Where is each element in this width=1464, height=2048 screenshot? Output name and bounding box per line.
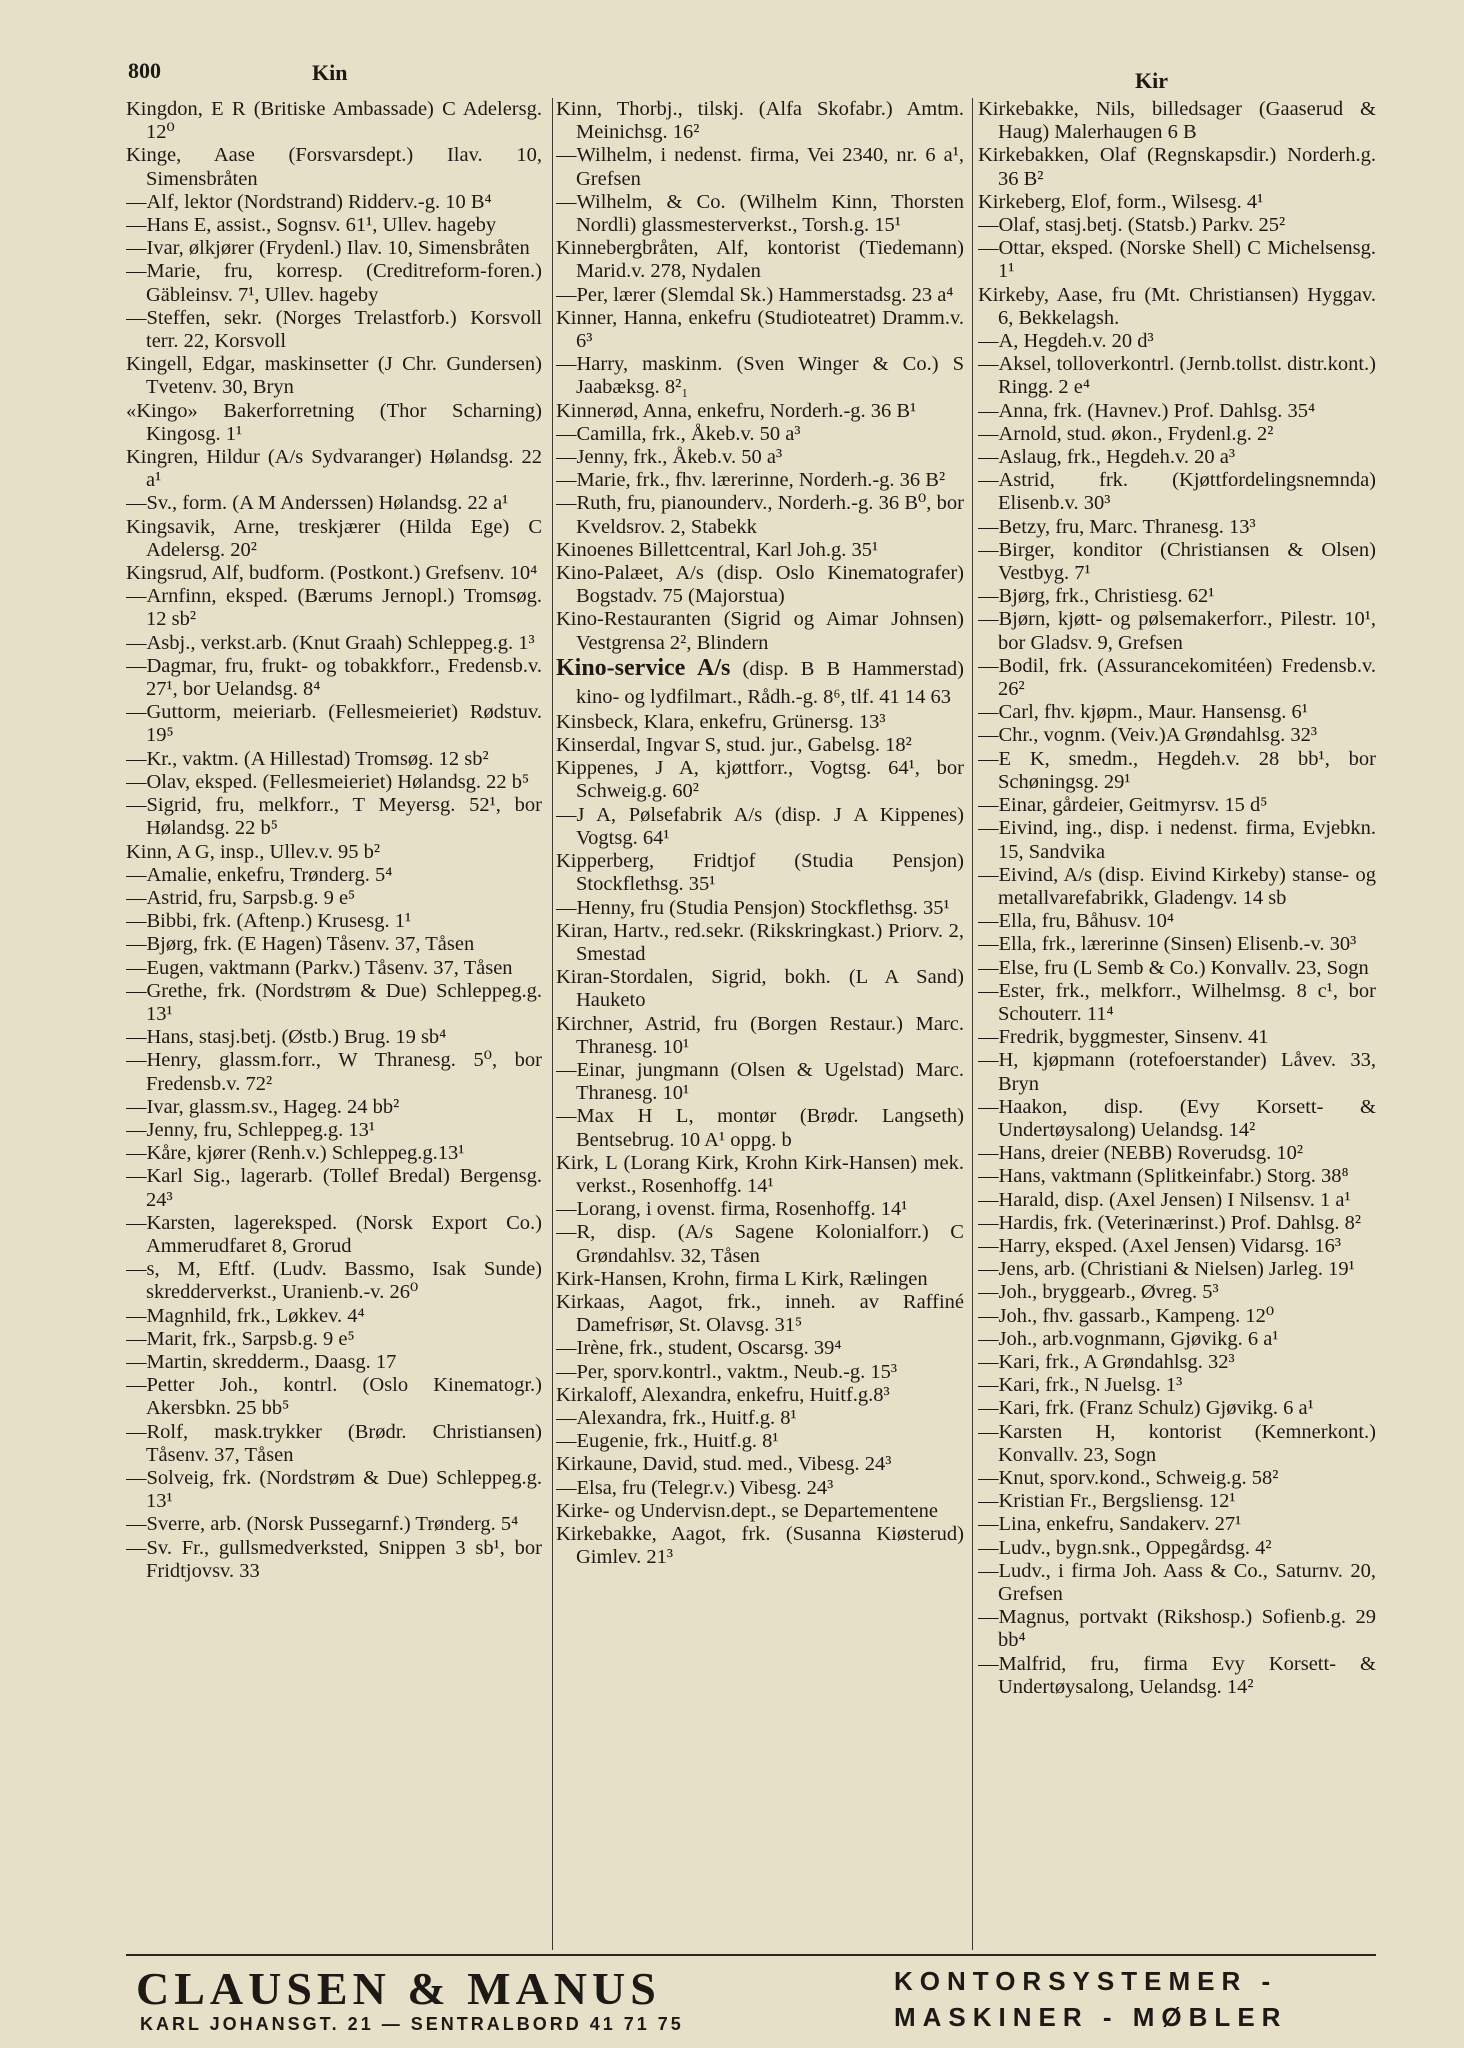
directory-entry: —Ella, frk., lærerinne (Sinsen) Elisenb.-v. 30³ [978, 933, 1357, 956]
directory-entry: —Olav, eksped. (Fellesmeieriet) Hølandsg. 22 b⁵ [126, 770, 530, 793]
directory-entry: —Ester, frk., melkforr., Wilhelmsg. 8 c¹, bor Schouterr. 11⁴ [978, 979, 1376, 1025]
directory-entry: Kinserdal, Ingvar S, stud. jur., Gabelsg. 18² [556, 734, 912, 757]
directory-entry: —E K, smedm., Hegdeh.v. 28 bb¹, bor Schøningsg. 29¹ [978, 747, 1376, 793]
directory-entry: —Sigrid, fru, melkforr., T Meyersg. 52¹, bor Hølandsg. 22 b⁵ [126, 794, 542, 840]
directory-entry: —Kari, frk., A Grøndahlsg. 32³ [978, 1350, 1235, 1373]
entry-details: (disp. B B Hammerstad) kino- og lydfilmart., Rådh.-g. 8⁶, tlf. 41 14 63 [576, 657, 964, 708]
directory-entry: Kingell, Edgar, maskinsetter (J Chr. Gundersen) Tvetenv. 30, Bryn [126, 353, 542, 399]
directory-entry: —s, M, Eftf. (Ludv. Bassmo, Isak Sunde) skredderverkst., Uranienb.-v. 26⁰ [126, 1258, 542, 1304]
directory-entry: —Harald, disp. (Axel Jensen) I Nilsensv. 1 a¹ [978, 1188, 1351, 1211]
directory-entry: —Joh., bryggearb., Øvreg. 5³ [978, 1281, 1219, 1304]
directory-entry: —Karl Sig., lagerarb. (Tollef Bredal) Bergensg. 24³ [126, 1165, 542, 1211]
directory-entry: —Dagmar, fru, frukt- og tobakkforr., Fredensb.v. 27¹, bor Uelandsg. 8⁴ [126, 654, 542, 701]
directory-entry: —Lina, enkefru, Sandakerv. 27¹ [978, 1513, 1242, 1536]
directory-entry: —Hans, dreier (NEBB) Roverudsg. 10² [978, 1142, 1303, 1165]
directory-entry: Kirk, L (Lorang Kirk, Krohn Kirk-Hansen) mek. verkst., Rosenhoffg. 14¹ [556, 1151, 964, 1197]
directory-entry: Kinnerød, Anna, enkefru, Norderh.-g. 36 B¹ [556, 399, 917, 422]
page-number: 800 [128, 58, 161, 83]
directory-entry: —Hardis, frk. (Veterinærinst.) Prof. Dahlsg. 8² [978, 1211, 1362, 1234]
directory-entry: —Ludv., i firma Joh. Aass & Co., Saturnv. 20, Grefsen [978, 1559, 1376, 1605]
directory-entry: —Karsten H, kontorist (Kemnerkont.) Konvallv. 23, Sogn [978, 1420, 1376, 1466]
directory-entry: —Birger, konditor (Christiansen & Olsen) Vestbyg. 7¹ [978, 538, 1376, 585]
directory-entry: —Elsa, fru (Telegr.v.) Vibesg. 24³ [556, 1476, 834, 1499]
directory-entry: Kingsrud, Alf, budform. (Postkont.) Grefsenv. 10⁴ [126, 562, 538, 585]
directory-entry: —Karsten, lagereksped. (Norsk Export Co.) Ammerudfaret 8, Grorud [126, 1211, 542, 1257]
directory-entry: Kirkeby, Aase, fru (Mt. Christiansen) Hyggav. 6, Bekkelagsh. [978, 283, 1376, 329]
directory-entry: Kingsavik, Arne, treskjærer (Hilda Ege) C Adelersg. 20² [126, 515, 542, 561]
directory-entry: —Chr., vognm. (Veiv.)A Grøndahlsg. 32³ [978, 724, 1318, 747]
advert-address: KARL JOHANSGT. 21 — SENTRALBORD 41 71 75 [140, 2014, 684, 2034]
directory-entry: —Hans, vaktmann (Splitkeinfabr.) Storg. 38⁸ [978, 1165, 1349, 1188]
directory-entry: —Ella, fru, Båhusv. 10⁴ [978, 910, 1174, 933]
directory-entry: —Wilhelm, & Co. (Wilhelm Kinn, Thorsten Nordli) glassmesterverkst., Torsh.g. 15¹ [556, 190, 964, 237]
directory-entry: —Sv., form. (A M Anderssen) Hølandsg. 22 a¹ [126, 492, 509, 515]
directory-entry: Kippenes, J A, kjøttforr., Vogtsg. 64¹, bor Schweig.g. 60² [556, 757, 964, 803]
directory-entry: —Astrid, frk. (Kjøttfordelingsnemnda) Elisenb.v. 30³ [978, 469, 1376, 515]
directory-entry: —Jenny, frk., Åkeb.v. 50 a³ [556, 446, 783, 469]
directory-entry: —Eugenie, frk., Huitf.g. 8¹ [556, 1430, 779, 1453]
page-header [0, 52, 1464, 92]
directory-entry: —Ruth, fru, pianounderv., Norderh.-g. 36 B⁰, bor Kveldsrov. 2, Stabekk [556, 492, 964, 538]
directory-entry: —Kari, frk., N Juelsg. 1³ [978, 1374, 1183, 1397]
directory-entry: —Amalie, enkefru, Trønderg. 5⁴ [126, 863, 393, 886]
directory-entry: —Aslaug, frk., Hegdeh.v. 20 a³ [978, 446, 1236, 469]
directory-columns [126, 98, 1376, 1950]
directory-entry: —Sverre, arb. (Norsk Pussegarnf.) Trønderg. 5⁴ [126, 1513, 519, 1536]
directory-entry: —Steffen, sekr. (Norges Trelastforb.) Korsvoll terr. 22, Korsvoll [126, 306, 542, 353]
directory-entry: —Harry, eksped. (Axel Jensen) Vidarsg. 16³ [978, 1234, 1342, 1257]
directory-entry: —Joh., arb.vognmann, Gjøvikg. 6 a¹ [978, 1327, 1279, 1350]
directory-column-1 [126, 98, 542, 1950]
directory-entry: Kinnebergbråten, Alf, kontorist (Tiedemann) Marid.v. 278, Nydalen [556, 237, 964, 283]
directory-entry: —Olaf, stasj.betj. (Statsb.) Parkv. 25² [978, 214, 1286, 237]
directory-entry: Kinge, Aase (Forsvarsdept.) Ilav. 10, Simensbråten [126, 144, 542, 190]
header-keyword-left: Kin [312, 60, 348, 85]
directory-entry: Kirke- og Undervisn.dept., se Departementene [556, 1499, 938, 1522]
directory-entry: —Wilhelm, i nedenst. firma, Vei 2340, nr. 6 a¹, Grefsen [556, 144, 964, 190]
directory-entry: —Alf, lektor (Nordstrand) Ridderv.-g. 10 B⁴ [126, 190, 492, 213]
directory-entry: —Bjørg, frk. (E Hagen) Tåsenv. 37, Tåsen [126, 933, 475, 956]
directory-entry: —Ivar, glassm.sv., Hageg. 24 bb² [126, 1095, 400, 1118]
directory-entry: —Magnhild, frk., Løkkev. 4⁴ [126, 1304, 365, 1327]
footer-divider [126, 1954, 1376, 1956]
directory-entry: —Marie, frk., fhv. lærerinne, Norderh.-g. 36 B² [556, 469, 946, 492]
directory-entry: Kirkaune, David, stud. med., Vibesg. 24³ [556, 1453, 892, 1476]
directory-entry: Kingren, Hildur (A/s Sydvaranger) Hølandsg. 22 a¹ [126, 446, 542, 492]
directory-entry: —Per, sporv.kontrl., vaktm., Neub.-g. 15³ [556, 1360, 898, 1383]
directory-entry: —Carl, fhv. kjøpm., Maur. Hansensg. 6¹ [978, 701, 1308, 724]
directory-entry: Kinn, Thorbj., tilskj. (Alfa Skofabr.) Amtm. Meinichsg. 16² [556, 98, 964, 144]
directory-entry: —R, disp. (A/s Sagene Kolonialforr.) C Grøndahlsv. 32, Tåsen [556, 1221, 964, 1267]
directory-entry [556, 655, 964, 711]
directory-entry: —Martin, skredderm., Daasg. 17 [126, 1350, 397, 1373]
directory-entry: —Jenny, fru, Schleppeg.g. 13¹ [126, 1118, 376, 1141]
directory-entry: Kirkaloff, Alexandra, enkefru, Huitf.g.8³ [556, 1383, 890, 1406]
directory-entry: Kino-Restauranten (Sigrid og Aimar Johnsen) Vestgrensa 2², Blindern [556, 608, 964, 654]
directory-entry: —Haakon, disp. (Evy Korsett- & Undertøysalong) Uelandsg. 14² [978, 1095, 1376, 1141]
directory-entry: —Kåre, kjører (Renh.v.) Schleppeg.g.13¹ [126, 1142, 465, 1165]
advert-company-name: CLAUSEN & MANUS [136, 1963, 661, 2014]
advert-line-2: MASKINER - MØBLER [894, 2002, 1288, 2032]
directory-entry: —Marit, frk., Sarpsb.g. 9 e⁵ [126, 1327, 355, 1350]
directory-entry: —Einar, jungmann (Olsen & Ugelstad) Marc. Thranesg. 10¹ [556, 1058, 964, 1105]
directory-entry: —Arnold, stud. økon., Frydenl.g. 2² [978, 422, 1274, 445]
directory-entry: —Jens, arb. (Christiani & Nielsen) Jarleg. 19¹ [978, 1258, 1355, 1281]
directory-entry: —Max H L, montør (Brødr. Langseth) Bentsebrug. 10 A¹ oppg. b [556, 1105, 964, 1151]
directory-entry: —Lorang, i ovenst. firma, Rosenhoffg. 14¹ [556, 1198, 908, 1221]
directory-column-3 [978, 98, 1376, 1950]
directory-entry: —Per, lærer (Slemdal Sk.) Hammerstadsg. 23 a⁴ [556, 283, 954, 306]
advert-line-1: KONTORSYSTEMER - [894, 1966, 1278, 1996]
directory-entry: Kirkebakke, Aagot, frk. (Susanna Kiøsterud) Gimlev. 21³ [556, 1522, 964, 1569]
entry-name: Kino-service A/s [556, 654, 731, 681]
directory-entry: Kingdon, E R (Britiske Ambassade) C Adelersg. 12⁰ [126, 98, 542, 144]
directory-entry: Kipperberg, Fridtjof (Studia Pensjon) Stockflethsg. 35¹ [556, 850, 964, 896]
directory-entry: —Bodil, frk. (Assurancekomitéen) Fredensb.v. 26² [978, 654, 1376, 701]
directory-entry: —Eivind, A/s (disp. Eivind Kirkeby) stanse- og metallvarefabrikk, Gladengv. 14 sb [978, 863, 1376, 909]
directory-entry: —Arnfinn, eksped. (Bærums Jernopl.) Tromsøg. 12 sb² [126, 585, 542, 631]
directory-entry: Kirchner, Astrid, fru (Borgen Restaur.) Marc. Thranesg. 10¹ [556, 1012, 964, 1058]
directory-entry: —Malfrid, fru, firma Evy Korsett- & Undertøysalong, Uelandsg. 14² [978, 1652, 1376, 1698]
directory-entry: —J A, Pølsefabrik A/s (disp. J A Kippenes) Vogtsg. 64¹ [556, 803, 964, 849]
directory-entry: —Hans, stasj.betj. (Østb.) Brug. 19 sb⁴ [126, 1026, 447, 1049]
directory-entry: —Rolf, mask.trykker (Brødr. Christiansen) Tåsenv. 37, Tåsen [126, 1420, 542, 1466]
directory-entry: —Ivar, ølkjører (Frydenl.) Ilav. 10, Simensbråten [126, 237, 530, 260]
directory-entry: —Henny, fru (Studia Pensjon) Stockflethsg. 35¹ [556, 896, 950, 919]
directory-entry: Kino-Palæet, A/s (disp. Oslo Kinematografer) Bogstadv. 75 (Majorstua) [556, 562, 964, 608]
directory-entry: Kirkebakken, Olaf (Regnskapsdir.) Norderh.g. 36 B² [978, 144, 1376, 190]
directory-entry: —Bibbi, frk. (Aftenp.) Krusesg. 1¹ [126, 910, 412, 933]
directory-entry: —Magnus, portvakt (Rikshosp.) Sofienb.g. 29 bb⁴ [978, 1606, 1376, 1652]
directory-entry: —Harry, maskinm. (Sven Winger & Co.) S Jaabæksg. 8²₁ [556, 353, 964, 399]
directory-entry: Kiran-Stordalen, Sigrid, bokh. (L A Sand) Hauketo [556, 966, 964, 1012]
directory-entry: —Irène, frk., student, Oscarsg. 39⁴ [556, 1337, 842, 1360]
directory-entry: —Asbj., verkst.arb. (Knut Graah) Schleppeg.g. 1³ [126, 631, 535, 654]
directory-entry: —Henry, glassm.forr., W Thranesg. 5⁰, bor Fredensb.v. 72² [126, 1049, 542, 1095]
directory-entry: Kirkaas, Aagot, frk., inneh. av Raffiné Damefrisør, St. Olavsg. 31⁵ [556, 1290, 964, 1337]
directory-entry: Kirkeberg, Elof, form., Wilsesg. 4¹ [978, 190, 1264, 213]
directory-entry: —Ottar, eksped. (Norske Shell) C Michelsensg. 1¹ [978, 237, 1376, 283]
directory-entry: —Fredrik, byggmester, Sinsenv. 41 [978, 1026, 1269, 1049]
directory-entry: —Hans E, assist., Sognsv. 61¹, Ullev. hageby [126, 214, 497, 237]
directory-entry: «Kingo» Bakerforretning (Thor Scharning) Kingosg. 1¹ [126, 399, 542, 445]
directory-entry: —H, kjøpmann (rotefoerstander) Låvev. 33, Bryn [978, 1049, 1376, 1095]
directory-entry: —Kari, frk. (Franz Schulz) Gjøvikg. 6 a¹ [978, 1397, 1314, 1420]
directory-entry: Kinn, A G, insp., Ullev.v. 95 b² [126, 840, 381, 863]
directory-entry: —Camilla, frk., Åkeb.v. 50 a³ [556, 422, 801, 445]
directory-entry: —Sv. Fr., gullsmedverksted, Snippen 3 sb¹, bor Fridtjovsv. 33 [126, 1536, 542, 1582]
header-keyword-right: Kir [1135, 68, 1168, 93]
directory-entry: —Astrid, fru, Sarpsb.g. 9 e⁵ [126, 886, 356, 909]
directory-entry: —Alexandra, frk., Huitf.g. 8¹ [556, 1406, 797, 1429]
directory-entry: —Aksel, tolloverkontrl. (Jernb.tollst. distr.kont.) Ringg. 2 e⁴ [978, 353, 1376, 399]
directory-entry: —Petter Joh., kontrl. (Oslo Kinematogr.) Akersbkn. 25 bb⁵ [126, 1374, 542, 1420]
directory-entry: —Else, fru (L Semb & Co.) Konvallv. 23, Sogn [978, 956, 1369, 979]
directory-entry: —Guttorm, meieriarb. (Fellesmeieriet) Rødstuv. 19⁵ [126, 701, 542, 747]
directory-entry: —Bjørn, kjøtt- og pølsemakerforr., Pilestr. 10¹, bor Gladsv. 9, Grefsen [978, 608, 1376, 654]
directory-entry: —Kristian Fr., Bergsliensg. 12¹ [978, 1490, 1236, 1513]
directory-entry: Kirkebakke, Nils, billedsager (Gaaserud & Haug) Malerhaugen 6 B [978, 98, 1376, 144]
directory-column-2 [556, 98, 964, 1950]
directory-entry: Kinsbeck, Klara, enkefru, Grünersg. 13³ [556, 710, 886, 733]
directory-entry: Kiran, Hartv., red.sekr. (Rikskringkast.) Priorv. 2, Smestad [556, 919, 964, 965]
directory-entry: —Marie, fru, korresp. (Creditreform-foren.) Gäbleinsv. 7¹, Ullev. hageby [126, 260, 542, 306]
directory-entry: —Solveig, frk. (Nordstrøm & Due) Schleppeg.g. 13¹ [126, 1466, 542, 1513]
directory-entry: —Ludv., bygn.snk., Oppegårdsg. 4² [978, 1536, 1272, 1559]
directory-entry: Kinoenes Billettcentral, Karl Joh.g. 35¹ [556, 538, 879, 561]
directory-entry: —Bjørg, frk., Christiesg. 62¹ [978, 585, 1215, 608]
directory-entry: —Anna, frk. (Havnev.) Prof. Dahlsg. 35⁴ [978, 399, 1316, 422]
directory-entry: —Grethe, frk. (Nordstrøm & Due) Schleppeg.g. 13¹ [126, 979, 542, 1025]
directory-entry: Kirk-Hansen, Krohn, firma L Kirk, Rælingen [556, 1267, 928, 1290]
directory-entry: —Joh., fhv. gassarb., Kampeng. 12⁰ [978, 1304, 1275, 1327]
directory-entry: —Knut, sporv.kond., Schweig.g. 58² [978, 1466, 1279, 1489]
directory-entry: —A, Hegdeh.v. 20 d³ [978, 330, 1154, 353]
directory-entry: —Betzy, fru, Marc. Thranesg. 13³ [978, 515, 1256, 538]
advertisement [126, 1962, 1376, 2038]
directory-entry: —Eivind, ing., disp. i nedenst. firma, Evjebkn. 15, Sandvika [978, 817, 1376, 863]
directory-entry: —Eugen, vaktmann (Parkv.) Tåsenv. 37, Tåsen [126, 956, 513, 979]
directory-entry: —Kr., vaktm. (A Hillestad) Tromsøg. 12 sb² [126, 747, 489, 770]
directory-entry: Kinner, Hanna, enkefru (Studioteatret) Dramm.v. 6³ [556, 306, 964, 353]
directory-entry: —Einar, gårdeier, Geitmyrsv. 15 d⁵ [978, 794, 1268, 817]
